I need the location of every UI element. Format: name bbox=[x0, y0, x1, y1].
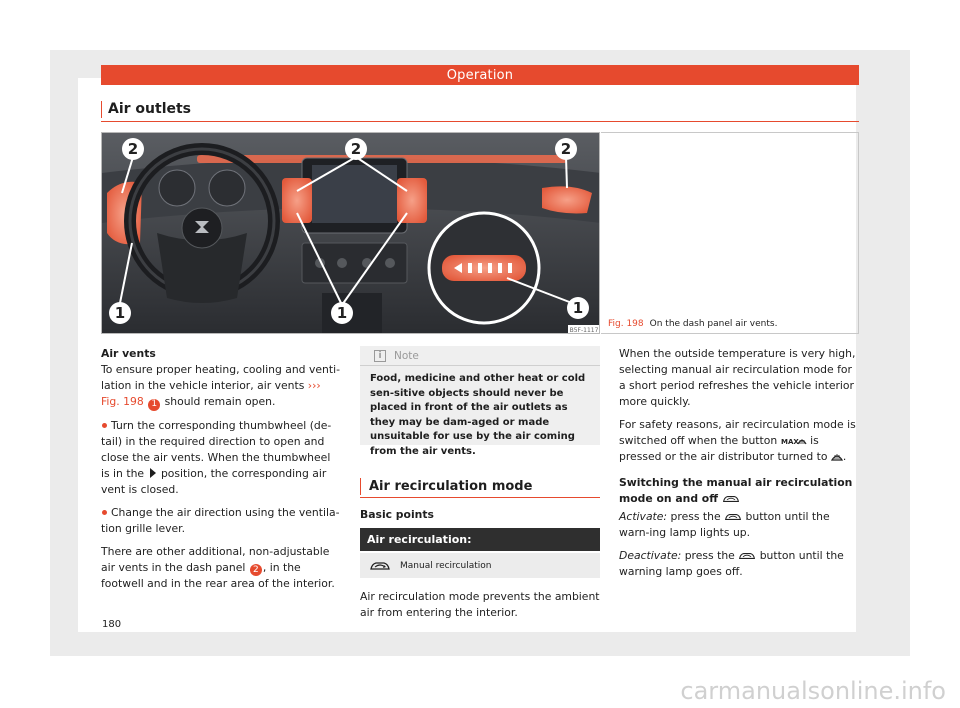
recirculation-rule bbox=[360, 497, 600, 498]
windscreen-defrost-icon bbox=[831, 451, 843, 462]
car-recirculation-icon bbox=[722, 494, 740, 504]
dashboard-illustration bbox=[102, 133, 600, 334]
text-run: . bbox=[842, 450, 847, 463]
text-run: Change the air direction using the ventila-tion grille lever. bbox=[101, 505, 340, 535]
note-text: Food, medicine and other heat or cold sen-sitive objects should never be placed in front of the air outlets as they may be dam-aged or made unsuitable for use by the air coming from the air vents. bbox=[370, 373, 586, 457]
table-row bbox=[360, 553, 600, 578]
text-run: position, the corresponding air vent is closed. bbox=[101, 466, 327, 496]
figure-frame bbox=[601, 132, 859, 334]
callout-label: 1 bbox=[572, 299, 584, 317]
deactivate-text bbox=[619, 548, 861, 580]
table-header: Air recirculation: bbox=[360, 528, 600, 551]
text-run: Activate: bbox=[619, 510, 668, 523]
text-run: There are other additional, non-adjustable air vents in the dash panel bbox=[101, 544, 330, 574]
text-run: Deactivate: bbox=[619, 549, 682, 562]
column-recirculation bbox=[619, 346, 861, 587]
text-run: should remain open. bbox=[164, 395, 276, 408]
figure-caption bbox=[608, 319, 777, 329]
additional-vents-text bbox=[101, 544, 341, 593]
figure-code: B5F-1117 bbox=[569, 327, 599, 334]
info-icon: i bbox=[374, 350, 386, 362]
recirculation-title: Air recirculation mode bbox=[360, 478, 600, 495]
page-title: Air outlets bbox=[101, 101, 191, 118]
bullet-thumbwheel bbox=[101, 418, 341, 498]
callout-label: 2 bbox=[560, 140, 572, 158]
text-run: , in the footwell and in the rear area of the interior. bbox=[101, 560, 335, 590]
page-number: 180 bbox=[102, 619, 122, 630]
callout-ref: 2 bbox=[250, 564, 262, 576]
bullet-grille bbox=[101, 505, 341, 537]
text-run: Switching the manual air recirculation mode on and off bbox=[619, 476, 853, 505]
text-run: Turn the corresponding thumbwheel (de-tail) in the required direction to open and close the air vents. When the thumbwheel is in the bbox=[101, 418, 332, 480]
section-header: Operation bbox=[446, 67, 514, 83]
text-run: To ensure proper heating, cooling and venti-lation in the vehicle interior, air vents bbox=[101, 363, 340, 392]
right-side-vent bbox=[542, 186, 592, 213]
basic-points-heading: Basic points bbox=[360, 508, 434, 521]
car-recirculation-icon bbox=[724, 512, 742, 522]
figure-caption-text: On the dash panel air vents. bbox=[649, 319, 778, 329]
center-right-vent bbox=[397, 178, 427, 223]
car-recirculation-icon bbox=[738, 551, 756, 561]
text-run: button until the warn-ing lamp lights up. bbox=[619, 510, 830, 539]
bullet-icon bbox=[102, 510, 107, 515]
row-label: Manual recirculation bbox=[400, 560, 492, 571]
callout-label: 1 bbox=[336, 304, 348, 322]
section-header-bar bbox=[101, 65, 859, 85]
text-run: button until the warning lamp goes off. bbox=[619, 549, 844, 578]
figure-reference-link[interactable]: ››› Fig. 198 bbox=[101, 379, 321, 408]
air-vents-intro bbox=[101, 362, 341, 411]
text-run: press the bbox=[684, 549, 735, 562]
car-recirculation-icon bbox=[360, 560, 400, 572]
recirc-para-1: When the outside temperature is very high, selecting manual air recirculation mode for a short period refreshes the vehicle interior more quickly. bbox=[619, 347, 856, 408]
note-label: Note bbox=[394, 349, 419, 362]
recirc-para-2 bbox=[619, 417, 861, 465]
recirculation-text: Air recirculation mode prevents the ambient air from entering the interior. bbox=[360, 590, 600, 619]
watermark: carmanualsonline.info bbox=[680, 677, 946, 705]
dashboard-figure bbox=[101, 132, 600, 334]
note-header bbox=[360, 346, 600, 366]
callout-label: 1 bbox=[114, 304, 126, 322]
callout-label: 2 bbox=[350, 140, 362, 158]
column-air-vents bbox=[101, 346, 341, 599]
bullet-icon bbox=[102, 423, 107, 428]
max-defrost-icon bbox=[781, 435, 807, 446]
note-box bbox=[360, 346, 600, 457]
text-run: press the bbox=[670, 510, 721, 523]
switching-heading bbox=[619, 475, 861, 507]
svg-text:MAX: MAX bbox=[780, 438, 799, 446]
title-rule bbox=[101, 121, 859, 122]
triangle-right-icon bbox=[150, 468, 156, 478]
text-run: is pressed or the air distributor turned to bbox=[619, 434, 828, 463]
air-vents-heading: Air vents bbox=[101, 347, 156, 360]
figure-label: Fig. 198 bbox=[608, 319, 644, 329]
text-run: For safety reasons, air recirculation mode is switched off when the button bbox=[619, 418, 856, 447]
callout-label: 2 bbox=[127, 140, 139, 158]
callout-ref: 1 bbox=[148, 399, 160, 411]
activate-text bbox=[619, 509, 861, 541]
